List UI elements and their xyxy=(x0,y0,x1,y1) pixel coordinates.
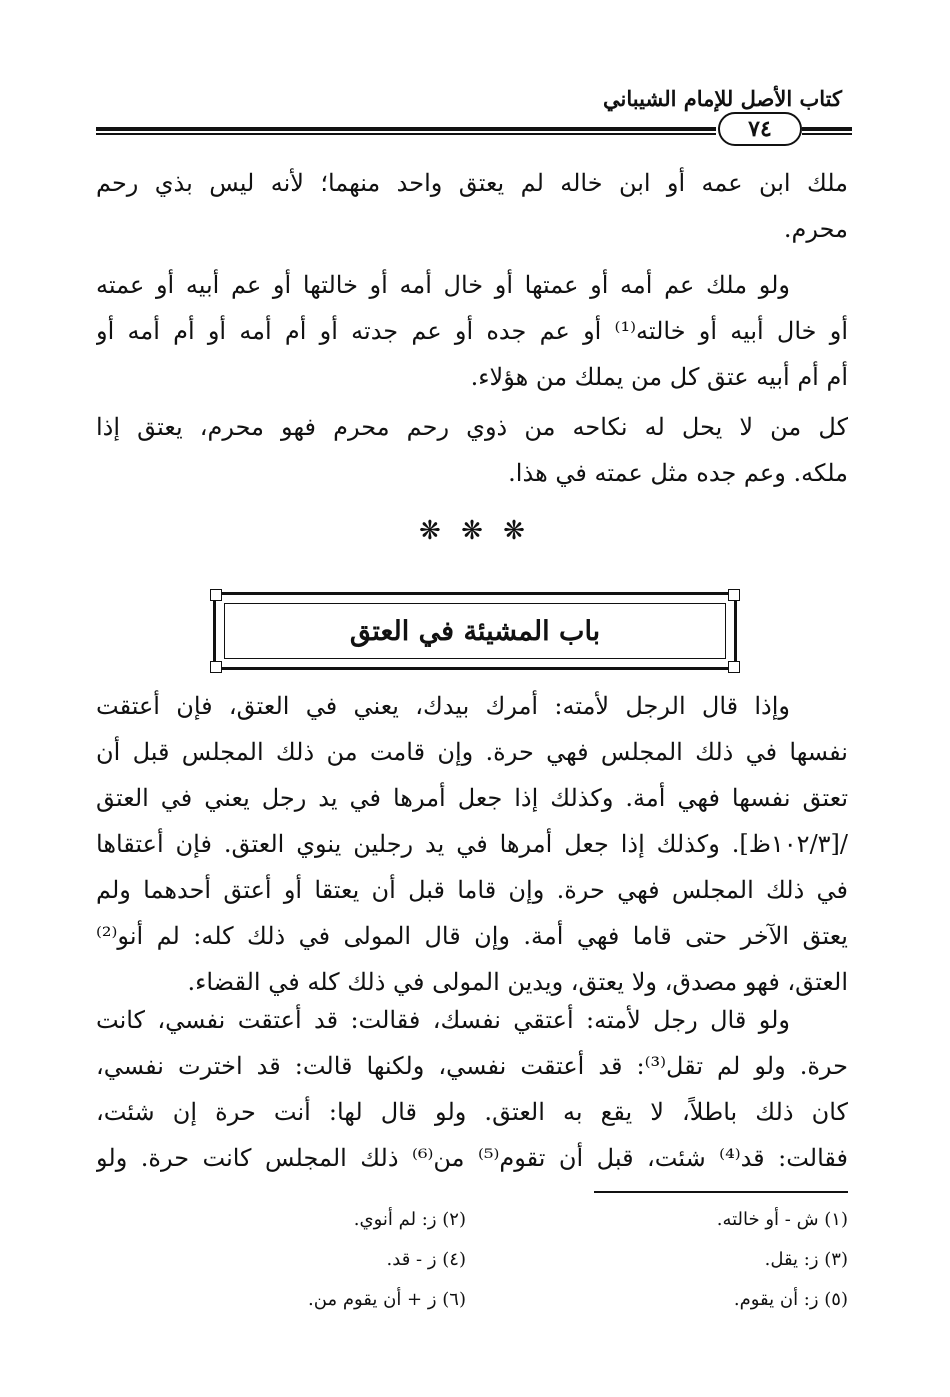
text-line: أم أم أبيه عتق كل من يملك من هؤلاء. xyxy=(470,363,848,391)
footnote-4: (٤) ز - قد. xyxy=(386,1249,466,1270)
text-line: يعتق الآخر حتى قاما فهي أمة. وإن قال المولى في ذلك كله: لم أنو⁽²⁾ xyxy=(96,922,848,950)
text-line: ولو قال رجل لأمته: أعتقي نفسك، فقالت: قد أعتقت نفسي، كانت xyxy=(96,1006,790,1034)
text-line: حرة. ولو لم تقل⁽³⁾: قد أعتقت نفسي، ولكنها قالت: قد اخترت نفسي، xyxy=(96,1052,848,1080)
footnote-6: (٦) ز + أن يقوم من. xyxy=(308,1289,466,1310)
text-line: محرم. xyxy=(783,215,848,243)
text-line: العتق، فهو مصدق، ولا يعتق، ويدين المولى في ذلك كله في القضاء. xyxy=(187,968,848,996)
paragraph-4 xyxy=(96,683,848,1005)
header-rule-thin xyxy=(96,133,716,135)
text-line: كان ذلك باطلاً، لا يقع به العتق. ولو قال لها: أنت حرة إن شئت، xyxy=(96,1098,848,1126)
paragraph-3 xyxy=(96,404,848,496)
paragraph-2 xyxy=(96,262,848,400)
footnote-2: (٢) ز: لم أنوي. xyxy=(353,1209,466,1230)
section-separator: ❋ ❋ ❋ xyxy=(419,516,531,546)
text-line: وإذا قال الرجل لأمته: أمرك بيدك، يعني في العتق، فإن أعتقت xyxy=(96,692,790,720)
chapter-title-frame xyxy=(213,592,737,670)
text-line: تعتق نفسها فهي أمة. وكذلك إذا جعل أمرها في يد رجل يعني في العتق xyxy=(96,784,848,812)
text-line: في ذلك المجلس فهي حرة. وإن قاما قبل أن يعتقا أو أعتق أحدهما ولم xyxy=(96,876,848,904)
text-line: /[١٠٢/٣ظ]. وكذلك إذا جعل أمرها في يد رجلين ينوي العتق. فإن أعتقاها xyxy=(96,830,848,858)
footnote-3: (٣) ز: يقل. xyxy=(764,1249,848,1270)
header-rule-right xyxy=(802,127,852,131)
page-number: ٧٤ xyxy=(718,112,802,146)
footnote-1: (١) ش - أو خالته. xyxy=(716,1209,848,1230)
text-line: نفسها في ذلك المجلس فهي حرة. وإن قامت من ذلك المجلس قبل أن xyxy=(96,738,848,766)
chapter-title: باب المشيئة في العتق xyxy=(349,615,601,647)
text-line: ملكه. وعم جده مثل عمته في هذا. xyxy=(508,459,848,487)
footnote-rule xyxy=(594,1191,848,1193)
text-line: ملك ابن عمه أو ابن خاله لم يعتق واحد منهما؛ لأنه ليس بذي رحم xyxy=(96,169,848,197)
text-line: ولو ملك عم أمه أو عمتها أو خال أمه أو خالتها أو عم أبيه أو عمته xyxy=(96,271,790,299)
text-line: فقالت: قد⁽⁴⁾ شئت، قبل أن تقوم⁽⁵⁾ من⁽⁶⁾ ذلك المجلس كانت حرة. ولو xyxy=(96,1144,848,1172)
footnote-5: (٥) ز: أن يقوم. xyxy=(733,1289,848,1310)
paragraph-1 xyxy=(96,160,848,252)
text-line: أو خال أبيه أو خالته⁽¹⁾ أو عم جده أو عم جدته أو أم أمه أو أم أمه أو xyxy=(96,317,848,345)
running-title: كتاب الأصل للإمام الشيباني xyxy=(603,86,842,111)
header-rule-right-thin xyxy=(802,133,852,135)
header-rule xyxy=(96,127,716,131)
text-line: كل من لا يحل له نكاحه من ذوي رحم محرم فهو محرم، يعتق إذا xyxy=(96,413,848,441)
paragraph-5 xyxy=(96,997,848,1181)
